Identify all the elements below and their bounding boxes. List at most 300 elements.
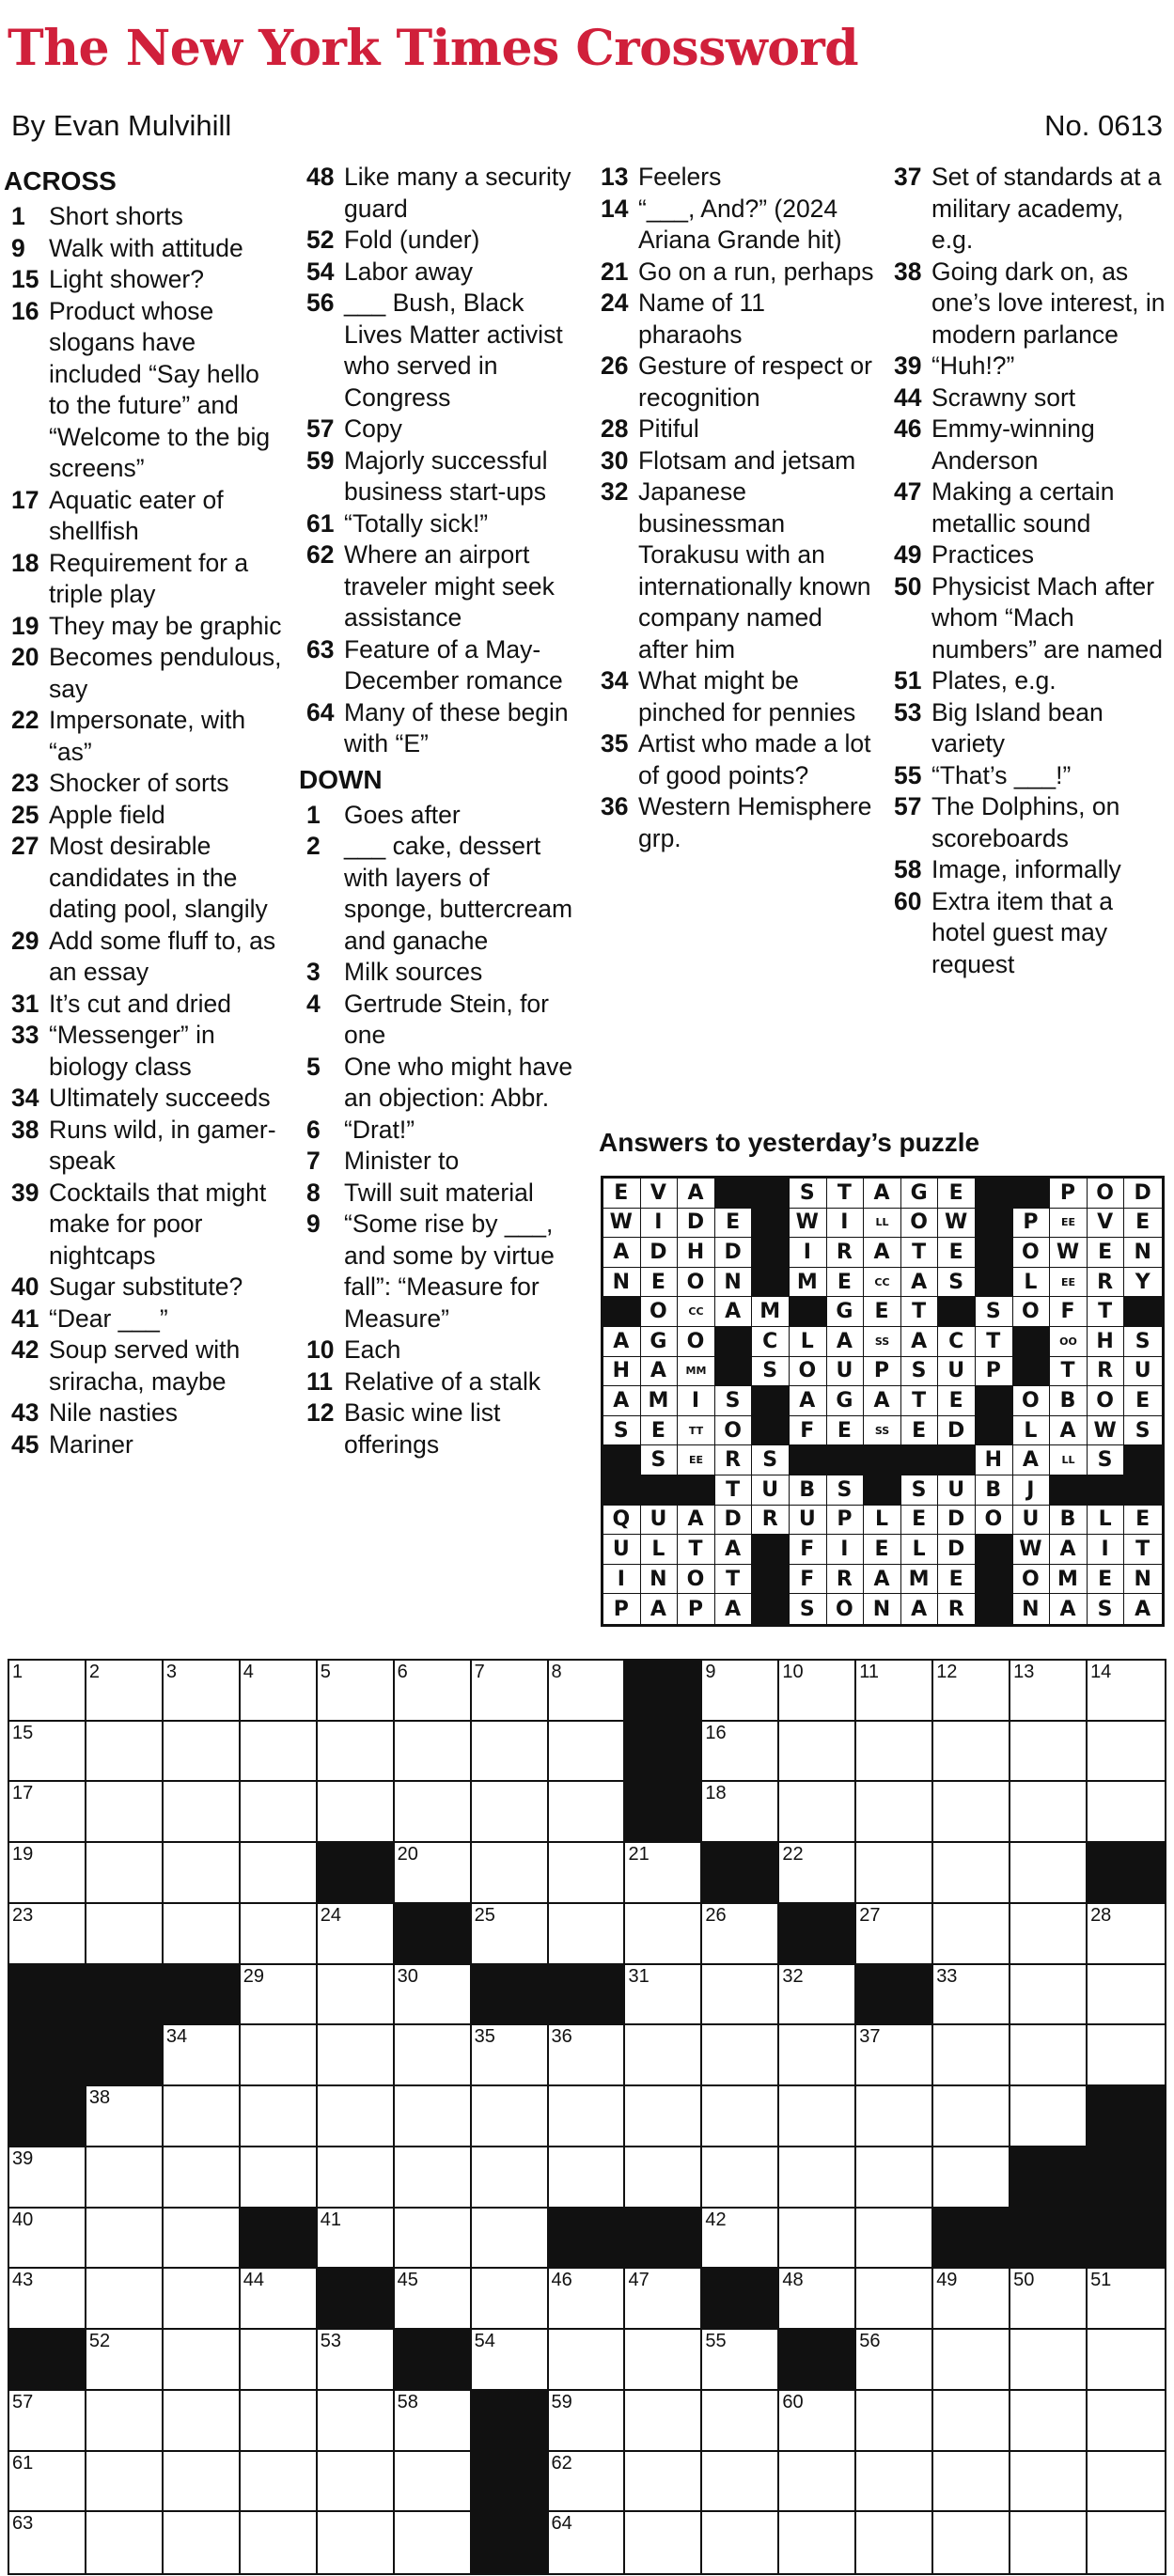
grid-cell[interactable]	[625, 2086, 702, 2147]
cell-number: 20	[397, 1844, 418, 1866]
grid-cell[interactable]	[472, 1904, 549, 1965]
down-clue-36[interactable]	[593, 791, 875, 854]
grid-cell[interactable]	[318, 1904, 395, 1965]
down-clue-37[interactable]	[886, 162, 1168, 257]
down-clue-6[interactable]	[299, 1115, 581, 1147]
clue-text: ___ Bush, Black Lives Matter activist who served in Congress	[344, 289, 563, 412]
grid-cell[interactable]	[549, 2452, 626, 2513]
down-clue-3[interactable]	[299, 957, 581, 989]
grid-cell[interactable]	[1010, 2025, 1088, 2086]
grid-cell[interactable]	[9, 1843, 86, 1904]
grid-cell[interactable]	[1010, 2086, 1088, 2147]
grid-cell[interactable]	[472, 1843, 549, 1904]
grid-cell[interactable]	[549, 2086, 626, 2147]
grid-cell[interactable]	[318, 2391, 395, 2452]
grid-cell[interactable]	[779, 1661, 856, 1722]
grid-cell[interactable]	[625, 1904, 702, 1965]
grid-cell[interactable]	[164, 2391, 241, 2452]
grid-cell[interactable]	[1010, 1661, 1088, 1722]
grid-cell[interactable]	[86, 2086, 164, 2147]
down-clue-55[interactable]	[886, 760, 1168, 792]
grid-cell[interactable]	[1088, 1782, 1165, 1843]
grid-cell[interactable]	[164, 2147, 241, 2209]
grid-cell[interactable]	[1088, 1722, 1165, 1783]
grid-cell[interactable]	[86, 1904, 164, 1965]
clue-column-3	[593, 162, 875, 854]
yesterday-answer-cell: S	[752, 1445, 790, 1475]
grid-cell[interactable]	[549, 2391, 626, 2452]
across-clue-22[interactable]	[4, 705, 286, 768]
grid-cell[interactable]	[241, 1661, 318, 1722]
yesterday-answer-cell: O	[1013, 1238, 1051, 1268]
grid-cell[interactable]	[395, 1782, 472, 1843]
across-clue-45[interactable]	[4, 1429, 286, 1461]
grid-cell[interactable]	[779, 2025, 856, 2086]
grid-cell[interactable]	[625, 1843, 702, 1904]
grid-cell[interactable]	[625, 1965, 702, 2026]
clue-text: Emmy-winning Anderson	[931, 414, 1095, 475]
grid-cell[interactable]	[395, 1965, 472, 2026]
grid-cell[interactable]	[318, 2452, 395, 2513]
grid-cell[interactable]	[1088, 2512, 1165, 2573]
grid-cell[interactable]	[933, 2391, 1010, 2452]
crossword-grid[interactable]	[8, 1659, 1166, 2575]
across-clue-18[interactable]	[4, 548, 286, 611]
grid-cell[interactable]	[395, 2269, 472, 2330]
grid-cell[interactable]	[856, 2209, 933, 2270]
down-clue-38[interactable]	[886, 257, 1168, 351]
grid-cell[interactable]	[164, 1782, 241, 1843]
grid-cell[interactable]	[779, 2209, 856, 2270]
grid-cell[interactable]	[856, 2025, 933, 2086]
grid-cell[interactable]	[318, 1722, 395, 1783]
grid-cell[interactable]	[856, 2147, 933, 2209]
grid-cell[interactable]	[625, 2391, 702, 2452]
yesterday-answer-cell: O	[976, 1506, 1013, 1536]
yesterday-answer-cell: S	[715, 1386, 753, 1416]
grid-cell[interactable]	[472, 2269, 549, 2330]
grid-cell[interactable]	[933, 1843, 1010, 1904]
grid-cell[interactable]	[395, 1843, 472, 1904]
across-clue-39[interactable]	[4, 1178, 286, 1272]
puzzle-number: No. 0613	[1044, 109, 1163, 142]
down-clue-26[interactable]	[593, 351, 875, 414]
down-clue-39[interactable]	[886, 351, 1168, 382]
down-clue-9[interactable]	[299, 1209, 581, 1335]
grid-cell[interactable]	[702, 1904, 779, 1965]
grid-cell[interactable]	[9, 1904, 86, 1965]
across-clue-33[interactable]	[4, 1020, 286, 1083]
grid-cell[interactable]	[1088, 2330, 1165, 2391]
across-clue-15[interactable]	[4, 264, 286, 296]
across-clue-56[interactable]	[299, 288, 581, 414]
grid-cell[interactable]	[625, 2452, 702, 2513]
down-clue-13[interactable]	[593, 162, 875, 194]
grid-cell[interactable]	[318, 2209, 395, 2270]
grid-cell[interactable]	[1010, 2391, 1088, 2452]
clue-number: 31	[11, 989, 39, 1018]
down-clue-4[interactable]	[299, 989, 581, 1052]
grid-cell[interactable]	[472, 2330, 549, 2391]
grid-cell[interactable]	[779, 2147, 856, 2209]
grid-cell[interactable]	[549, 2269, 626, 2330]
across-clue-64[interactable]	[299, 697, 581, 760]
grid-cell[interactable]	[625, 2269, 702, 2330]
grid-cell[interactable]	[1088, 1661, 1165, 1722]
clue-number: 50	[894, 571, 922, 601]
grid-cell[interactable]	[318, 2147, 395, 2209]
clue-number: 37	[894, 163, 922, 191]
grid-cell[interactable]	[318, 1661, 395, 1722]
grid-cell[interactable]	[933, 1965, 1010, 2026]
grid-cell[interactable]	[856, 2512, 933, 2573]
grid-cell[interactable]	[9, 2209, 86, 2270]
grid-cell[interactable]	[933, 2025, 1010, 2086]
down-clue-14[interactable]	[593, 194, 875, 257]
grid-cell[interactable]	[395, 2391, 472, 2452]
grid-cell[interactable]	[241, 1965, 318, 2026]
grid-cell[interactable]	[549, 2025, 626, 2086]
grid-cell[interactable]	[241, 2147, 318, 2209]
grid-cell[interactable]	[702, 1722, 779, 1783]
yesterday-answer-cell: T	[1050, 1357, 1088, 1387]
grid-cell[interactable]	[1088, 1965, 1165, 2026]
grid-cell[interactable]	[318, 1965, 395, 2026]
grid-cell[interactable]	[1010, 2330, 1088, 2391]
grid-cell[interactable]	[241, 2391, 318, 2452]
clue-number: 34	[601, 666, 629, 695]
grid-cell[interactable]	[702, 2147, 779, 2209]
grid-cell[interactable]	[395, 1661, 472, 1722]
grid-cell[interactable]	[9, 2269, 86, 2330]
black-square	[779, 2330, 856, 2391]
yesterday-answer-cell: S	[790, 1179, 827, 1209]
across-clue-20[interactable]	[4, 642, 286, 705]
grid-cell[interactable]	[625, 2147, 702, 2209]
cell-number: 39	[12, 2147, 34, 2169]
grid-cell[interactable]	[318, 2025, 395, 2086]
grid-cell[interactable]	[472, 2209, 549, 2270]
across-clue-43[interactable]	[4, 1397, 286, 1429]
grid-cell[interactable]	[1088, 1904, 1165, 1965]
yesterday-answer-grid	[601, 1176, 1165, 1627]
grid-cell[interactable]	[702, 1782, 779, 1843]
across-clue-34[interactable]	[4, 1083, 286, 1115]
grid-cell[interactable]	[856, 1722, 933, 1783]
grid-cell[interactable]	[472, 1722, 549, 1783]
grid-cell[interactable]	[472, 2086, 549, 2147]
grid-cell[interactable]	[318, 1782, 395, 1843]
grid-cell[interactable]	[241, 1904, 318, 1965]
grid-cell[interactable]	[86, 2391, 164, 2452]
yesterday-answer-cell: D	[1124, 1179, 1162, 1209]
grid-cell[interactable]	[779, 1782, 856, 1843]
across-clue-9[interactable]	[4, 233, 286, 265]
down-clue-2[interactable]	[299, 831, 581, 957]
grid-cell[interactable]	[1010, 1843, 1088, 1904]
down-clue-12[interactable]	[299, 1397, 581, 1460]
black-square	[1088, 2147, 1165, 2209]
grid-cell[interactable]	[164, 2209, 241, 2270]
grid-cell[interactable]	[395, 2209, 472, 2270]
across-clue-54[interactable]	[299, 257, 581, 289]
grid-cell[interactable]	[472, 2025, 549, 2086]
grid-cell[interactable]	[779, 1722, 856, 1783]
clue-number: 33	[11, 1021, 39, 1049]
grid-cell[interactable]	[1010, 2512, 1088, 2573]
grid-cell[interactable]	[856, 2452, 933, 2513]
grid-cell[interactable]	[625, 2330, 702, 2391]
down-clue-5[interactable]	[299, 1052, 581, 1115]
grid-cell[interactable]	[856, 1782, 933, 1843]
grid-cell[interactable]	[549, 1782, 626, 1843]
across-clue-25[interactable]	[4, 800, 286, 832]
grid-cell[interactable]	[856, 2330, 933, 2391]
clue-number: 58	[894, 855, 922, 883]
grid-cell[interactable]	[241, 2452, 318, 2513]
down-clue-57[interactable]	[886, 791, 1168, 854]
grid-cell[interactable]	[933, 2452, 1010, 2513]
down-clue-47[interactable]	[886, 476, 1168, 539]
grid-cell[interactable]	[779, 2391, 856, 2452]
down-clue-21[interactable]	[593, 257, 875, 289]
clue-text: Extra item that a hotel guest may request	[931, 886, 1113, 978]
grid-cell[interactable]	[86, 1722, 164, 1783]
grid-cell[interactable]	[933, 1661, 1010, 1722]
grid-cell[interactable]	[856, 2269, 933, 2330]
grid-cell[interactable]	[779, 1965, 856, 2026]
yesterday-answer-cell: W	[790, 1209, 827, 1239]
across-clue-27[interactable]	[4, 831, 286, 926]
down-clue-7[interactable]	[299, 1146, 581, 1178]
grid-cell[interactable]	[933, 2512, 1010, 2573]
down-clue-35[interactable]	[593, 728, 875, 791]
grid-cell[interactable]	[549, 2330, 626, 2391]
clue-text: Basic wine list offerings	[344, 1398, 501, 1459]
grid-cell[interactable]	[856, 2391, 933, 2452]
grid-cell[interactable]	[395, 2086, 472, 2147]
grid-cell[interactable]	[164, 1722, 241, 1783]
clue-text: Big Island bean variety	[931, 697, 1104, 757]
cell-number: 16	[705, 1722, 727, 1743]
across-clue-57[interactable]	[299, 414, 581, 445]
grid-cell[interactable]	[1010, 2452, 1088, 2513]
grid-cell[interactable]	[856, 2086, 933, 2147]
grid-cell[interactable]	[395, 2025, 472, 2086]
across-clue-38[interactable]	[4, 1115, 286, 1178]
down-clue-1[interactable]	[299, 800, 581, 832]
across-clue-63[interactable]	[299, 634, 581, 697]
grid-cell[interactable]	[86, 2330, 164, 2391]
grid-cell[interactable]	[933, 2147, 1010, 2209]
grid-cell[interactable]	[702, 2391, 779, 2452]
cell-number: 41	[320, 2209, 341, 2230]
grid-cell[interactable]	[702, 2086, 779, 2147]
grid-cell[interactable]	[549, 1722, 626, 1783]
grid-cell[interactable]	[86, 1661, 164, 1722]
grid-cell[interactable]	[933, 2330, 1010, 2391]
across-clue-1[interactable]	[4, 201, 286, 233]
grid-cell[interactable]	[86, 2147, 164, 2209]
cell-number: 45	[397, 2270, 418, 2291]
grid-cell[interactable]	[856, 1661, 933, 1722]
grid-cell[interactable]	[1088, 2452, 1165, 2513]
down-clue-58[interactable]	[886, 854, 1168, 886]
grid-cell[interactable]	[9, 2147, 86, 2209]
grid-cell[interactable]	[395, 1722, 472, 1783]
grid-cell[interactable]	[86, 2209, 164, 2270]
down-clue-28[interactable]	[593, 414, 875, 445]
down-clue-49[interactable]	[886, 539, 1168, 571]
yesterday-answer-cell: E	[715, 1209, 753, 1239]
across-clue-16[interactable]	[4, 296, 286, 485]
grid-cell[interactable]	[779, 2086, 856, 2147]
grid-cell[interactable]	[779, 2512, 856, 2573]
clue-text: “___, And?” (2024 Ariana Grande hit)	[638, 194, 842, 254]
grid-cell[interactable]	[9, 1661, 86, 1722]
down-clue-11[interactable]	[299, 1366, 581, 1398]
grid-cell[interactable]	[164, 2452, 241, 2513]
down-clue-46[interactable]	[886, 414, 1168, 476]
cell-number: 47	[628, 2270, 650, 2291]
grid-cell[interactable]	[9, 1782, 86, 1843]
grid-cell[interactable]	[318, 2086, 395, 2147]
grid-cell[interactable]	[9, 2391, 86, 2452]
grid-cell[interactable]	[549, 1904, 626, 1965]
down-clue-60[interactable]	[886, 886, 1168, 981]
grid-cell[interactable]	[318, 2512, 395, 2573]
grid-cell[interactable]	[164, 2025, 241, 2086]
down-clue-24[interactable]	[593, 288, 875, 351]
grid-cell[interactable]	[86, 1843, 164, 1904]
grid-cell[interactable]	[472, 2147, 549, 2209]
down-clue-32[interactable]	[593, 476, 875, 665]
grid-cell[interactable]	[933, 2086, 1010, 2147]
grid-cell[interactable]	[86, 2512, 164, 2573]
grid-cell[interactable]	[856, 1843, 933, 1904]
yesterday-black-square	[938, 1445, 976, 1475]
grid-cell[interactable]	[1010, 1722, 1088, 1783]
down-clue-51[interactable]	[886, 665, 1168, 697]
grid-cell[interactable]	[549, 2512, 626, 2573]
grid-cell[interactable]	[702, 1965, 779, 2026]
grid-cell[interactable]	[241, 2086, 318, 2147]
across-clue-52[interactable]	[299, 225, 581, 257]
grid-cell[interactable]	[86, 2269, 164, 2330]
across-clue-29[interactable]	[4, 926, 286, 989]
grid-cell[interactable]	[472, 1782, 549, 1843]
across-clue-23[interactable]	[4, 768, 286, 800]
grid-cell[interactable]	[395, 2452, 472, 2513]
grid-cell[interactable]	[164, 2086, 241, 2147]
down-clue-50[interactable]	[886, 571, 1168, 666]
clue-text: Copy	[344, 414, 402, 443]
grid-cell[interactable]	[241, 2025, 318, 2086]
across-clue-42[interactable]	[4, 1335, 286, 1397]
grid-cell[interactable]	[702, 1661, 779, 1722]
down-clue-8[interactable]	[299, 1178, 581, 1210]
grid-cell[interactable]	[1010, 1904, 1088, 1965]
grid-cell[interactable]	[779, 1843, 856, 1904]
grid-cell[interactable]	[702, 2209, 779, 2270]
grid-cell[interactable]	[933, 1904, 1010, 1965]
down-clue-53[interactable]	[886, 697, 1168, 760]
down-clue-44[interactable]	[886, 382, 1168, 414]
grid-cell[interactable]	[702, 2025, 779, 2086]
grid-cell[interactable]	[549, 1843, 626, 1904]
grid-cell[interactable]	[702, 2512, 779, 2573]
grid-cell[interactable]	[702, 2452, 779, 2513]
grid-cell[interactable]	[933, 1782, 1010, 1843]
grid-cell[interactable]	[625, 2025, 702, 2086]
grid-cell[interactable]	[395, 2147, 472, 2209]
grid-cell[interactable]	[1088, 2269, 1165, 2330]
grid-cell[interactable]	[779, 2452, 856, 2513]
grid-cell[interactable]	[933, 1722, 1010, 1783]
across-clue-41[interactable]	[4, 1304, 286, 1335]
grid-cell[interactable]	[9, 1722, 86, 1783]
grid-cell[interactable]	[241, 1782, 318, 1843]
across-clue-19[interactable]	[4, 611, 286, 643]
grid-cell[interactable]	[164, 1661, 241, 1722]
grid-cell[interactable]	[86, 2452, 164, 2513]
across-clue-61[interactable]	[299, 508, 581, 540]
grid-cell[interactable]	[856, 1904, 933, 1965]
grid-cell[interactable]	[164, 2330, 241, 2391]
across-clue-62[interactable]	[299, 539, 581, 634]
grid-cell[interactable]	[472, 1661, 549, 1722]
clue-number: 47	[894, 477, 922, 506]
grid-cell[interactable]	[625, 2512, 702, 2573]
grid-cell[interactable]	[241, 1843, 318, 1904]
grid-cell[interactable]	[702, 2330, 779, 2391]
grid-cell[interactable]	[164, 1904, 241, 1965]
grid-cell[interactable]	[933, 2269, 1010, 2330]
across-clue-31[interactable]	[4, 989, 286, 1021]
down-clue-34[interactable]	[593, 665, 875, 728]
grid-cell[interactable]	[1088, 2391, 1165, 2452]
across-clue-59[interactable]	[299, 445, 581, 508]
grid-cell[interactable]	[164, 1843, 241, 1904]
grid-cell[interactable]	[241, 1722, 318, 1783]
grid-cell[interactable]	[1010, 2269, 1088, 2330]
grid-cell[interactable]	[241, 2269, 318, 2330]
grid-cell[interactable]	[86, 1782, 164, 1843]
across-clue-48[interactable]	[299, 162, 581, 225]
across-clue-40[interactable]	[4, 1272, 286, 1304]
down-clue-30[interactable]	[593, 445, 875, 477]
grid-cell[interactable]	[241, 2512, 318, 2573]
grid-cell[interactable]	[318, 2330, 395, 2391]
grid-cell[interactable]	[1088, 2025, 1165, 2086]
down-clue-10[interactable]	[299, 1335, 581, 1366]
yesterday-answer-cell: A	[864, 1565, 901, 1595]
clue-number: 64	[306, 697, 335, 726]
grid-cell[interactable]	[1010, 1965, 1088, 2026]
grid-cell[interactable]	[164, 2512, 241, 2573]
grid-cell[interactable]	[9, 2512, 86, 2573]
grid-cell[interactable]	[1010, 1782, 1088, 1843]
across-clue-17[interactable]	[4, 485, 286, 548]
grid-cell[interactable]	[549, 2147, 626, 2209]
grid-cell[interactable]	[395, 2512, 472, 2573]
grid-cell[interactable]	[779, 2269, 856, 2330]
grid-cell[interactable]	[549, 1661, 626, 1722]
clue-text: One who might have an objection: Abbr.	[344, 1052, 573, 1112]
grid-cell[interactable]	[164, 2269, 241, 2330]
grid-cell[interactable]	[241, 2330, 318, 2391]
grid-cell[interactable]	[9, 2452, 86, 2513]
